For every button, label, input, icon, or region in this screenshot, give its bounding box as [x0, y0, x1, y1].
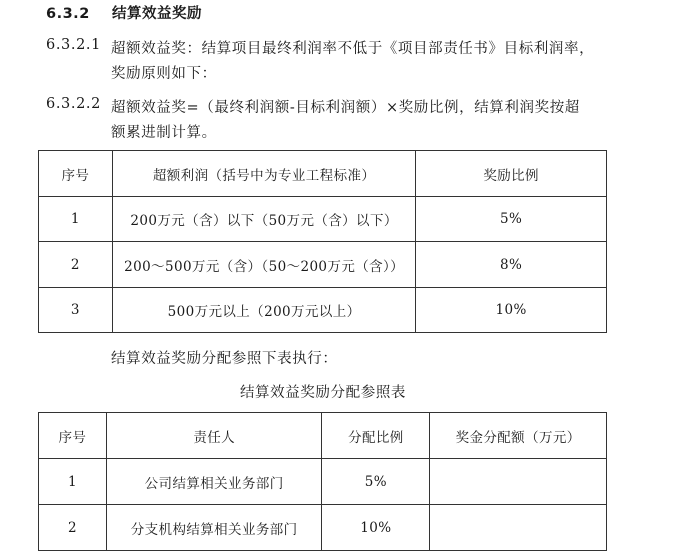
col-header-index: 序号	[39, 151, 113, 197]
clause-text-line2: 奖励原则如下：	[111, 66, 217, 82]
cell-excess-profit: 500万元以上（200万元以上）	[112, 288, 415, 333]
col-header-index: 序号	[39, 413, 107, 459]
clause-text-line2: 额累进制计算。	[111, 125, 217, 141]
cell-excess-profit: 200～500万元（含）（50～200万元（含））	[112, 242, 415, 288]
cell-index: 2	[39, 242, 113, 288]
col-header-bonus-ratio: 奖励比例	[416, 151, 607, 197]
cell-index: 2	[39, 505, 107, 551]
cell-allocation-ratio: 5%	[322, 459, 430, 505]
cell-responsible: 公司结算相关业务部门	[106, 459, 322, 505]
clause-6-3-2-1	[46, 37, 666, 87]
cell-bonus-amount	[430, 505, 607, 551]
table-row	[39, 459, 607, 505]
cell-excess-profit: 200万元（含）以下（50万元（含）以下）	[112, 197, 415, 242]
cell-bonus-amount	[430, 459, 607, 505]
cell-bonus-ratio: 5%	[416, 197, 607, 242]
cell-bonus-ratio: 10%	[416, 288, 607, 333]
col-header-bonus-amount: 奖金分配额（万元）	[430, 413, 607, 459]
table-row	[39, 505, 607, 551]
bonus-ratio-table	[38, 150, 607, 333]
col-header-responsible: 责任人	[106, 413, 322, 459]
table-row	[39, 288, 607, 333]
clause-text-line1: 超额效益奖：结算项目最终利润率不低于《项目部责任书》目标利润率，	[111, 41, 595, 57]
table-row	[39, 242, 607, 288]
bonus-distribution-table	[38, 412, 607, 551]
col-header-allocation-ratio: 分配比例	[322, 413, 430, 459]
clause-number: 6.3.2.1	[46, 37, 101, 53]
table-header-row	[39, 413, 607, 459]
cell-index: 1	[39, 197, 113, 242]
section-title: 结算效益奖励	[112, 6, 202, 22]
cell-allocation-ratio: 10%	[322, 505, 430, 551]
cell-index: 1	[39, 459, 107, 505]
table-row	[39, 197, 607, 242]
col-header-excess-profit: 超额利润（括号中为专业工程标准）	[112, 151, 415, 197]
cell-index: 3	[39, 288, 113, 333]
cell-responsible: 分支机构结算相关业务部门	[106, 505, 322, 551]
section-heading	[46, 2, 202, 23]
clause-6-3-2-2	[46, 96, 666, 146]
section-number: 6.3.2	[46, 6, 90, 22]
table-header-row	[39, 151, 607, 197]
cell-bonus-ratio: 8%	[416, 242, 607, 288]
clause-number: 6.3.2.2	[46, 96, 101, 112]
table-caption: 结算效益奖励分配参照表	[239, 385, 407, 401]
distribution-note: 结算效益奖励分配参照下表执行：	[111, 351, 338, 367]
clause-text-line1: 超额效益奖=（最终利润额-目标利润额）×奖励比例，结算利润奖按超	[111, 100, 580, 116]
